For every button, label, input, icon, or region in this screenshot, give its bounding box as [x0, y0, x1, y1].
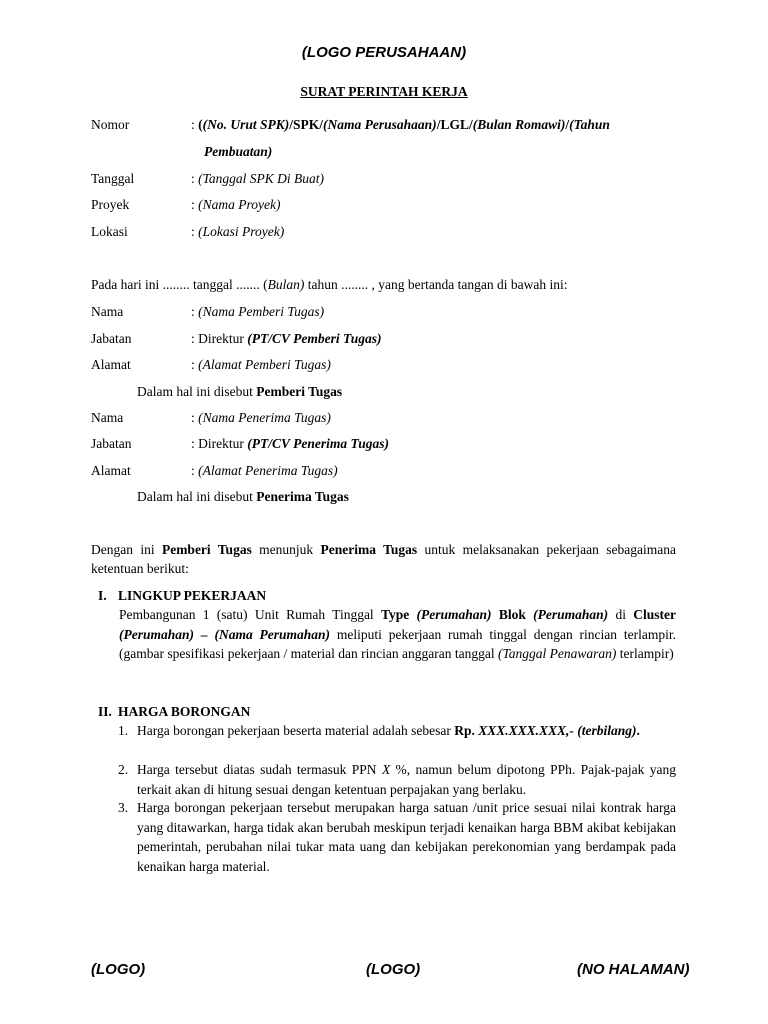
- pemberi-alamat-value: (Alamat Pemberi Tugas): [198, 357, 331, 372]
- statement-text-2: menunjuk: [251, 542, 321, 557]
- section-2-number: II.: [98, 704, 112, 719]
- proyek-label: Proyek: [91, 197, 130, 212]
- s1-blok-value: (Perumahan): [533, 607, 609, 622]
- pemberi-jabatan-prefix: Direktur: [198, 331, 248, 346]
- nomor-part-2: /SPK/: [289, 117, 324, 132]
- footer-logo-center: (LOGO): [366, 961, 421, 978]
- footer-logo-left: (LOGO): [91, 961, 146, 978]
- penerima-jabatan-value: (PT/CV Penerima Tugas): [247, 436, 389, 451]
- pemberi-jabatan-label: Jabatan: [91, 331, 132, 346]
- item3-text: Harga borongan pekerjaan tersebut merupakan harga satuan /unit price sesuai nilai kontrak harga yang ditawarkan, harga tidak akan berubah meskipun terjadi kenaikan harga BBM akibat kebijakan pemerintah, perubahan nilai tukar mata uang dan kebijakan perekonomian yang berdampak pada kenaikan harga material.: [137, 800, 676, 874]
- penerima-alamat-value: (Alamat Penerima Tugas): [198, 463, 338, 478]
- pemberi-nama-value: (Nama Pemberi Tugas): [198, 304, 325, 319]
- item1-rp: Rp.: [454, 723, 479, 738]
- item2-text-1: Harga tersebut diatas sudah termasuk PPN: [137, 762, 382, 777]
- intro-month: Bulan): [267, 277, 305, 292]
- s1-text-3: meliputi pekerjaan rumah tinggal dengan rincian terlampir. (gambar spesifikasi pekerjaan / material dan rincian anggaran tanggal: [119, 626, 676, 661]
- penerima-designation: [137, 488, 349, 505]
- section-1-body: [119, 605, 676, 664]
- s1-type-value: (Perumahan): [416, 607, 492, 622]
- nomor-part-5: (Bulan Romawi): [472, 117, 566, 132]
- separator-colon: :: [191, 117, 195, 132]
- pemberi-sebut-role: Pemberi Tugas: [256, 384, 343, 399]
- nomor-part-3: (Nama Perusahaan): [323, 117, 437, 132]
- tanggal-value: (Tanggal SPK Di Buat): [198, 171, 325, 186]
- section-2-heading: [98, 703, 250, 720]
- footer-page-number: (NO HALAMAN): [577, 961, 690, 978]
- s1-tanggal-penawaran: (Tanggal Penawaran): [497, 646, 617, 661]
- s1-blok-label: Blok: [491, 607, 534, 622]
- item1-text-2: .: [636, 723, 640, 738]
- appointment-statement: [91, 540, 676, 578]
- company-logo-placeholder: (LOGO PERUSAHAAN): [301, 44, 467, 61]
- section-2-title: HARGA BORONGAN: [118, 704, 251, 719]
- section-1-heading: [98, 587, 266, 604]
- list-item-number: 3.: [118, 800, 129, 815]
- list-item-number: 2.: [118, 762, 129, 777]
- s1-type-label: Type: [380, 607, 417, 622]
- lokasi-value: (Lokasi Proyek): [198, 224, 285, 239]
- penerima-alamat-label: Alamat: [91, 463, 131, 478]
- document-title: SURAT PERINTAH KERJA: [300, 84, 468, 99]
- section-1-number: I.: [98, 588, 107, 603]
- pemberi-nama-label: Nama: [91, 304, 124, 319]
- nomor-part-7: (Tahun: [569, 117, 610, 132]
- penerima-jabatan-prefix: Direktur: [198, 436, 248, 451]
- pemberi-alamat-label: Alamat: [91, 357, 131, 372]
- nomor-value: : ((No. Urut SPK)/SPK/(Nama Perusahaan)/LGL/(Bulan Romawi)/(Tahun: [191, 117, 610, 132]
- intro-paragraph: [91, 276, 681, 293]
- pemberi-jabatan-value: (PT/CV Pemberi Tugas): [247, 331, 382, 346]
- s1-cluster-label: Cluster: [633, 607, 676, 622]
- list-item-number: 1.: [118, 723, 129, 738]
- penerima-nama-label: Nama: [91, 410, 124, 425]
- intro-text-2: tahun ........ , yang bertanda tangan di bawah ini:: [304, 277, 568, 292]
- lokasi-label: Lokasi: [91, 224, 128, 239]
- statement-pemberi: Pemberi Tugas: [161, 542, 252, 557]
- statement-text-1: Dengan ini: [91, 542, 162, 557]
- penerima-nama-value: (Nama Penerima Tugas): [198, 410, 331, 425]
- nomor-part-6: /: [565, 117, 570, 132]
- s1-text-4: terlampir): [616, 646, 674, 661]
- statement-penerima: Penerima Tugas: [320, 542, 418, 557]
- tanggal-label: Tanggal: [91, 171, 135, 186]
- proyek-value: (Nama Proyek): [198, 197, 281, 212]
- nomor-label: Nomor: [91, 117, 130, 132]
- item2-ppn-value: X: [381, 762, 391, 777]
- pemberi-sebut-prefix: Dalam hal ini disebut: [137, 384, 257, 399]
- intro-text-1: Pada hari ini ........ tanggal ....... (: [91, 277, 268, 292]
- s1-text-1: Pembangunan 1 (satu) Unit Rumah Tinggal: [119, 607, 381, 622]
- penerima-sebut-prefix: Dalam hal ini disebut: [137, 489, 257, 504]
- section-1-title: LINGKUP PEKERJAAN: [118, 588, 267, 603]
- s1-text-2: di: [608, 607, 634, 622]
- penerima-jabatan-label: Jabatan: [91, 436, 132, 451]
- nomor-part-1: (No. Urut SPK): [202, 117, 290, 132]
- nomor-part-8: Pembuatan): [204, 144, 273, 159]
- pemberi-designation: [137, 383, 342, 400]
- statement-text-3: untuk melaksanakan pekerjaan sebagaimana ketentuan berikut:: [91, 542, 676, 576]
- penerima-sebut-role: Penerima Tugas: [256, 489, 349, 504]
- nomor-part-4: /LGL/: [436, 117, 473, 132]
- s1-cluster-value: (Perumahan) – (Nama Perumahan): [119, 626, 331, 642]
- item1-amount: XXX.XXX.XXX,- (terbilang): [478, 723, 637, 738]
- item1-text-1: Harga borongan pekerjaan beserta material adalah sebesar: [137, 723, 455, 738]
- item2-text-2: %, namun belum dipotong PPh. Pajak-pajak yang terkait akan di hitung sesuai dengan ketentuan perpajakan yang berlaku.: [137, 762, 676, 797]
